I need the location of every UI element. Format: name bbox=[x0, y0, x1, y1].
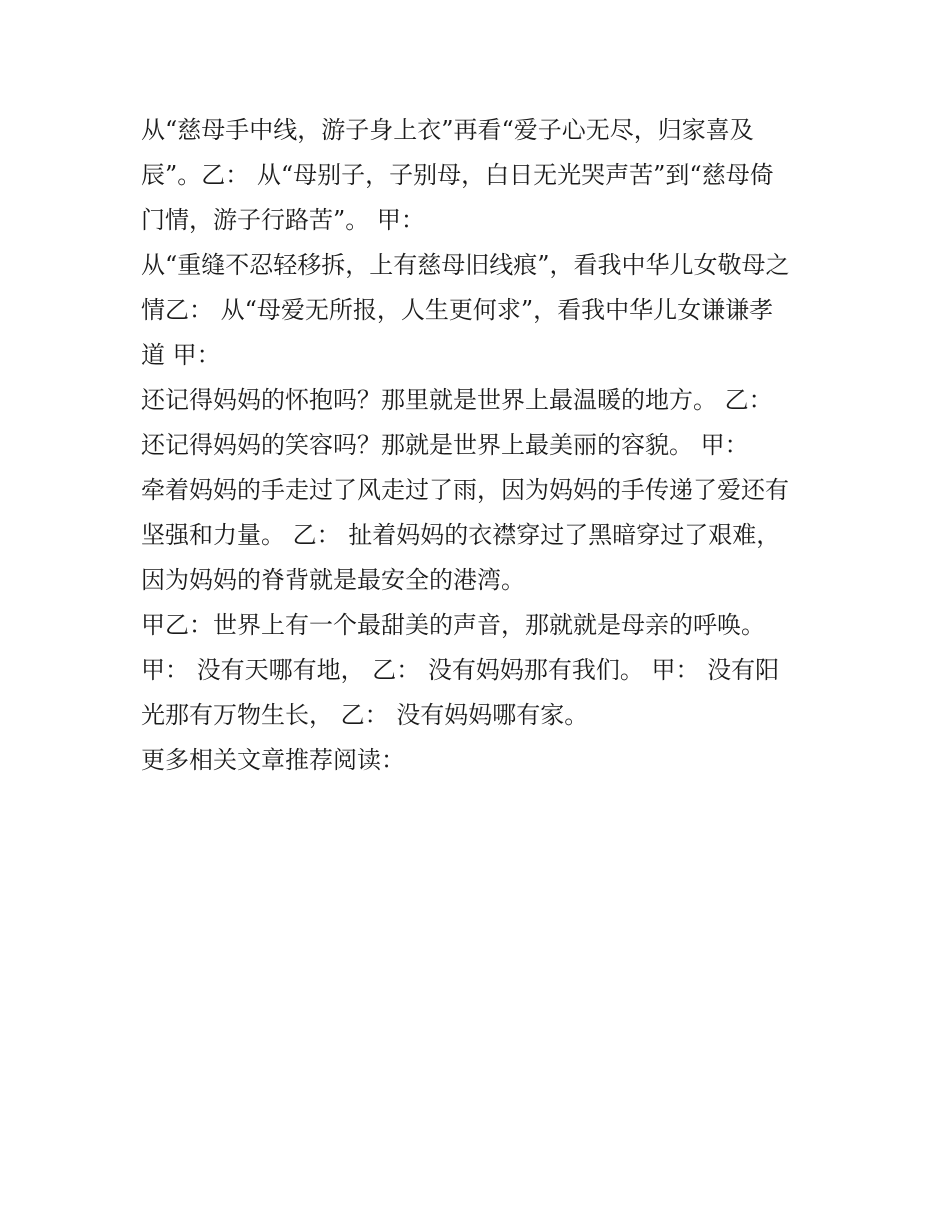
text-line: 因为妈妈的脊背就是最安全的港湾。 bbox=[141, 566, 525, 594]
text-line: 甲： 没有天哪有地， 乙： 没有妈妈那有我们。 甲： 没有阳 bbox=[141, 656, 780, 684]
text-line: 还记得妈妈的怀抱吗？那里就是世界上最温暖的地方。 乙： bbox=[141, 386, 773, 414]
paragraph-5 bbox=[141, 738, 821, 783]
text-line: 甲乙：世界上有一个最甜美的声音，那就就是母亲的呼唤。 bbox=[141, 611, 765, 639]
paragraph-4 bbox=[141, 603, 821, 738]
document-body bbox=[141, 108, 821, 783]
paragraph-3 bbox=[141, 378, 821, 603]
text-line: 从“重缝不忍轻移拆，上有慈母旧线痕”，看我中华儿女敬母之 bbox=[141, 251, 790, 279]
text-line: 还记得妈妈的笑容吗？那就是世界上最美丽的容貌。 甲： bbox=[141, 431, 749, 459]
text-line: 从“慈母手中线，游子身上衣”再看“爱子心无尽，归家喜及 bbox=[141, 116, 754, 144]
text-line: 更多相关文章推荐阅读： bbox=[141, 746, 405, 774]
paragraph-2 bbox=[141, 243, 821, 378]
text-line: 坚强和力量。 乙： 扯着妈妈的衣襟穿过了黑暗穿过了艰难， bbox=[141, 521, 781, 549]
text-line: 门情，游子行路苦”。 甲： bbox=[141, 206, 425, 234]
text-line: 光那有万物生长， 乙： 没有妈妈哪有家。 bbox=[141, 701, 589, 729]
paragraph-1 bbox=[141, 108, 821, 243]
text-line: 牵着妈妈的手走过了风走过了雨，因为妈妈的手传递了爱还有 bbox=[141, 476, 789, 504]
text-line: 道 甲： bbox=[141, 341, 221, 369]
text-line: 辰”。乙： 从“母别子，子别母，白日无光哭声苦”到“慈母倚 bbox=[141, 161, 774, 189]
text-line: 情乙： 从“母爱无所报，人生更何求”，看我中华儿女谦谦孝 bbox=[141, 296, 774, 324]
